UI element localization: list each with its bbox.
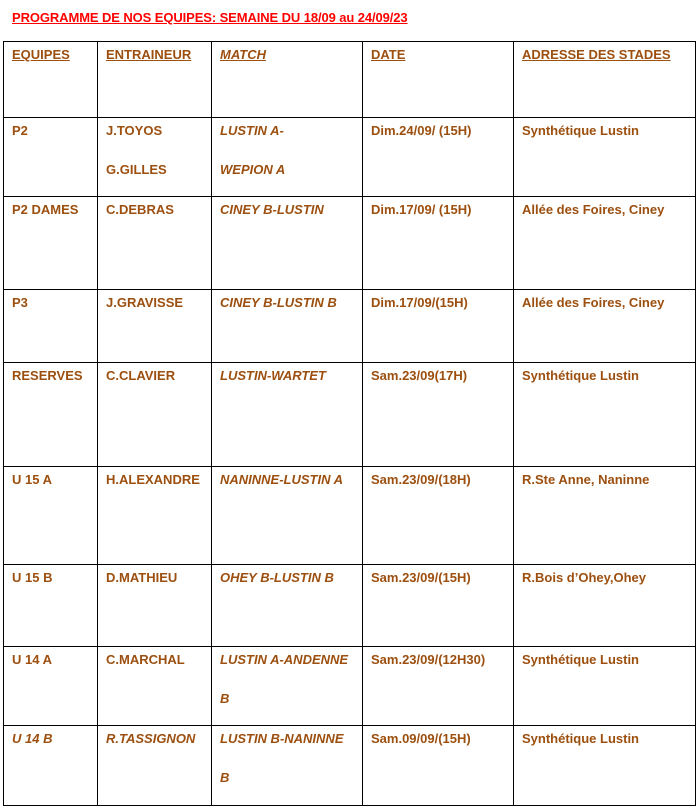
header-entraineur: ENTRAINEUR (98, 42, 212, 118)
cell-date: Dim.17/09/ (15H) (363, 197, 514, 290)
cell-adresse: Synthétique Lustin (514, 363, 696, 467)
cell-equipe: RESERVES (4, 363, 98, 467)
cell-entraineur: H.ALEXANDRE (98, 467, 212, 565)
cell-entraineur: R.TASSIGNON (98, 726, 212, 806)
header-adresse: ADRESSE DES STADES (514, 42, 696, 118)
program-table (3, 41, 696, 806)
cell-date: Sam.23/09/(12H30) (363, 647, 514, 726)
cell-adresse: R.Ste Anne, Naninne (514, 467, 696, 565)
cell-adresse: R.Bois d’Ohey,Ohey (514, 565, 696, 647)
cell-adresse: Allée des Foires, Ciney (514, 290, 696, 363)
cell-match: NANINNE-LUSTIN A (212, 467, 363, 565)
cell-entraineur: C.CLAVIER (98, 363, 212, 467)
cell-equipe: U 15 B (4, 565, 98, 647)
cell-match: LUSTIN B-NANINNE B (212, 726, 363, 806)
cell-entraineur: C.MARCHAL (98, 647, 212, 726)
cell-equipe: U 15 A (4, 467, 98, 565)
cell-equipe: U 14 B (4, 726, 98, 806)
cell-adresse: Synthétique Lustin (514, 118, 696, 197)
table-row (4, 726, 696, 806)
cell-match: LUSTIN A-ANDENNE B (212, 647, 363, 726)
header-match: MATCH (212, 42, 363, 118)
cell-entraineur: J.TOYOS G.GILLES (98, 118, 212, 197)
cell-adresse: Synthétique Lustin (514, 726, 696, 806)
page-title: PROGRAMME DE NOS EQUIPES: SEMAINE DU 18/09 au 24/09/23 (12, 10, 408, 25)
cell-match: OHEY B-LUSTIN B (212, 565, 363, 647)
cell-match: CINEY B-LUSTIN (212, 197, 363, 290)
header-equipes: EQUIPES (4, 42, 98, 118)
cell-entraineur: J.GRAVISSE (98, 290, 212, 363)
cell-date: Sam.23/09(17H) (363, 363, 514, 467)
cell-date: Sam.09/09/(15H) (363, 726, 514, 806)
cell-match: LUSTIN-WARTET (212, 363, 363, 467)
cell-match: LUSTIN A- WEPION A (212, 118, 363, 197)
cell-equipe: P2 DAMES (4, 197, 98, 290)
cell-adresse: Allée des Foires, Ciney (514, 197, 696, 290)
cell-date: Dim.17/09/(15H) (363, 290, 514, 363)
cell-date: Sam.23/09/(18H) (363, 467, 514, 565)
cell-equipe: U 14 A (4, 647, 98, 726)
table-row (4, 197, 696, 290)
table-row (4, 363, 696, 467)
cell-date: Dim.24/09/ (15H) (363, 118, 514, 197)
table-row (4, 467, 696, 565)
cell-adresse: Synthétique Lustin (514, 647, 696, 726)
cell-date: Sam.23/09/(15H) (363, 565, 514, 647)
cell-match: CINEY B-LUSTIN B (212, 290, 363, 363)
cell-equipe: P2 (4, 118, 98, 197)
cell-entraineur: D.MATHIEU (98, 565, 212, 647)
cell-entraineur: C.DEBRAS (98, 197, 212, 290)
header-date: DATE (363, 42, 514, 118)
cell-equipe: P3 (4, 290, 98, 363)
